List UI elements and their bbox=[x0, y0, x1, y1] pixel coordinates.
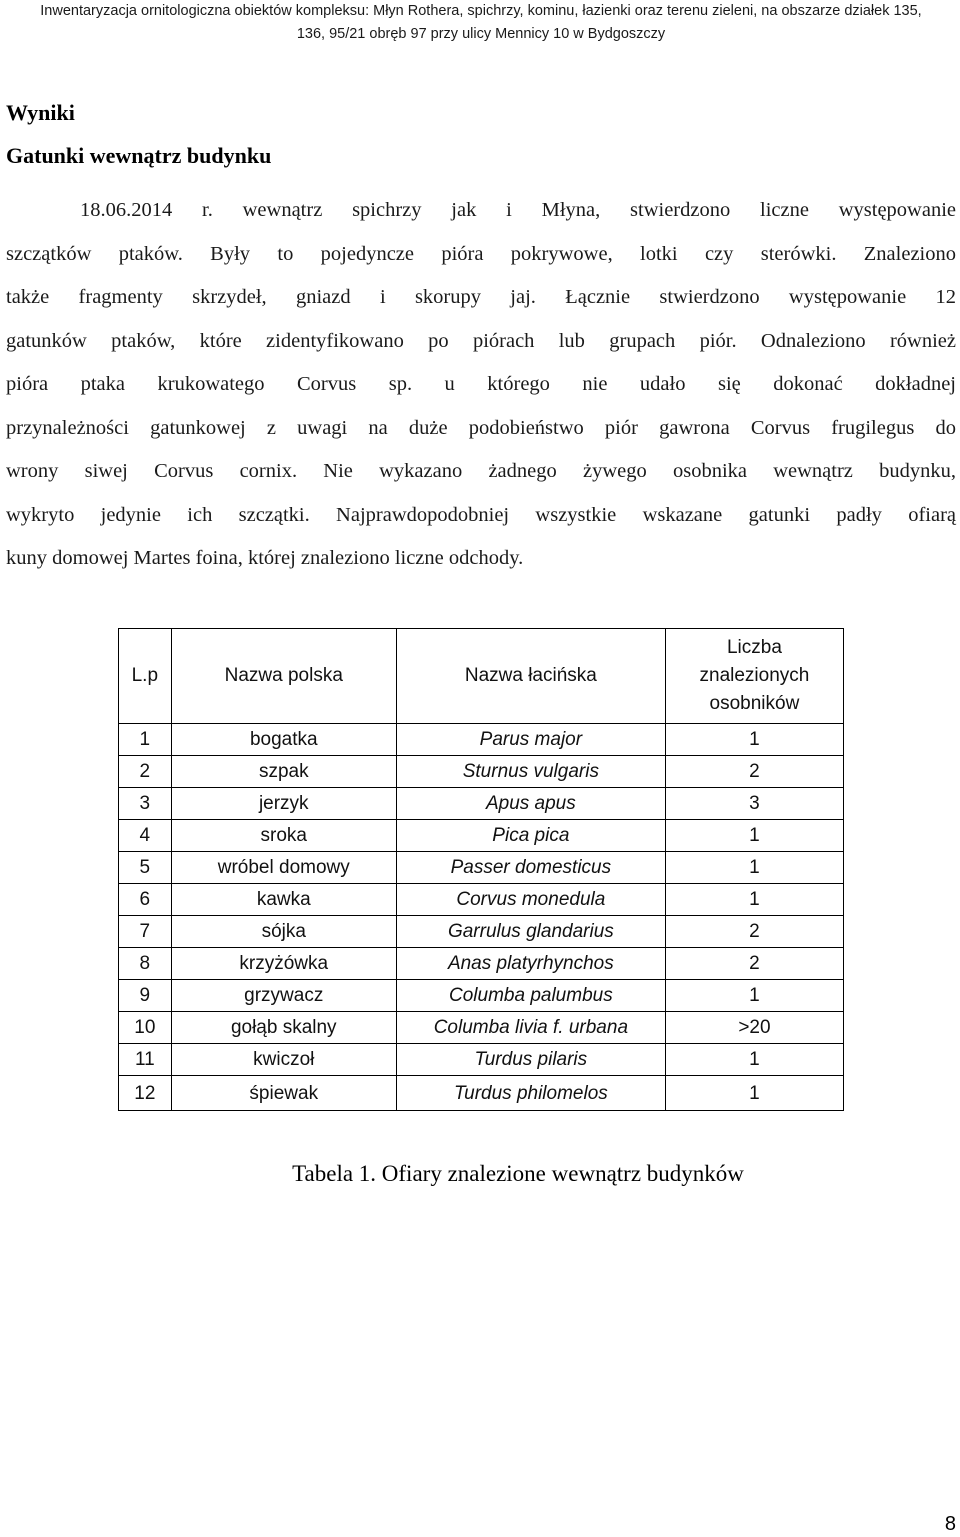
cell-lp: 12 bbox=[119, 1076, 172, 1111]
table-row bbox=[119, 1044, 844, 1076]
cell-lp: 6 bbox=[119, 884, 172, 916]
cell-count: 3 bbox=[665, 788, 843, 820]
cell-polish-name: grzywacz bbox=[171, 980, 396, 1012]
cell-polish-name: kawka bbox=[171, 884, 396, 916]
table-caption: Tabela 1. Ofiary znalezione wewnątrz budynków bbox=[292, 1161, 744, 1186]
header-count-line: Liczba bbox=[726, 637, 782, 658]
cell-lp: 1 bbox=[119, 724, 172, 756]
table-row bbox=[119, 1012, 844, 1044]
cell-lp: 3 bbox=[119, 788, 172, 820]
table-row bbox=[119, 852, 844, 884]
cell-lp: 10 bbox=[119, 1012, 172, 1044]
cell-polish-name: śpiewak bbox=[171, 1076, 396, 1111]
document-header bbox=[6, 0, 956, 46]
results-paragraph bbox=[6, 189, 956, 581]
cell-lp: 11 bbox=[119, 1044, 172, 1076]
cell-count: 1 bbox=[665, 1076, 843, 1111]
header-count-line: osobników bbox=[709, 693, 800, 714]
cell-polish-name: sójka bbox=[171, 916, 396, 948]
species-table bbox=[118, 628, 844, 1111]
cell-latin-name: Turdus philomelos bbox=[396, 1076, 665, 1111]
header-line-2: 136, 95/21 obręb 97 przy ulicy Mennicy 10 w Bydgoszczy bbox=[296, 26, 666, 42]
cell-latin-name: Sturnus vulgaris bbox=[396, 756, 665, 788]
cell-polish-name: gołąb skalny bbox=[171, 1012, 396, 1044]
paragraph-line: pióra ptaka krukowatego Corvus sp. u którego nie udało się dokonać dokładnej bbox=[6, 373, 956, 395]
cell-polish-name: kwiczoł bbox=[171, 1044, 396, 1076]
cell-lp: 8 bbox=[119, 948, 172, 980]
cell-count: >20 bbox=[665, 1012, 843, 1044]
cell-lp: 4 bbox=[119, 820, 172, 852]
cell-count: 1 bbox=[665, 724, 843, 756]
header-polish-name: Nazwa polska bbox=[171, 629, 396, 724]
paragraph-line: kuny domowej Martes foina, której znaleziono liczne odchody. bbox=[6, 547, 524, 569]
cell-polish-name: wróbel domowy bbox=[171, 852, 396, 884]
cell-polish-name: sroka bbox=[171, 820, 396, 852]
cell-count: 1 bbox=[665, 980, 843, 1012]
section-title: Wyniki bbox=[6, 100, 75, 125]
table-row bbox=[119, 788, 844, 820]
table-header-row bbox=[119, 629, 844, 724]
table-row bbox=[119, 916, 844, 948]
cell-count: 2 bbox=[665, 916, 843, 948]
cell-latin-name: Columba livia f. urbana bbox=[396, 1012, 665, 1044]
page-number: 8 bbox=[944, 1513, 956, 1535]
table-row bbox=[119, 948, 844, 980]
cell-count: 2 bbox=[665, 756, 843, 788]
paragraph-line: wykryto jedynie ich szczątki. Najprawdopodobniej wszystkie wskazane gatunki padły ofiarą bbox=[6, 503, 956, 526]
table-row bbox=[119, 884, 844, 916]
header-count-line: znalezionych bbox=[699, 665, 810, 686]
cell-count: 1 bbox=[665, 820, 843, 852]
section-subtitle: Gatunki wewnątrz budynku bbox=[6, 143, 272, 168]
cell-count: 1 bbox=[665, 884, 843, 916]
header-latin-name: Nazwa łacińska bbox=[396, 629, 665, 724]
cell-latin-name: Garrulus glandarius bbox=[396, 916, 665, 948]
table-row bbox=[119, 1076, 844, 1111]
header-lp: L.p bbox=[119, 629, 172, 724]
cell-polish-name: szpak bbox=[171, 756, 396, 788]
paragraph-line: szczątków ptaków. Były to pojedyncze pióra pokrywowe, lotki czy sterówki. Znaleziono bbox=[6, 242, 956, 265]
header-count bbox=[665, 629, 843, 724]
paragraph-line: 18.06.2014 r. wewnątrz spichrzy jak i Młyna, stwierdzono liczne występowanie bbox=[80, 199, 956, 221]
cell-polish-name: krzyżówka bbox=[171, 948, 396, 980]
table-row bbox=[119, 820, 844, 852]
cell-count: 1 bbox=[665, 852, 843, 884]
cell-count: 1 bbox=[665, 1044, 843, 1076]
paragraph-line: gatunków ptaków, które zidentyfikowano po piórach lub grupach piór. Odnaleziono również bbox=[6, 329, 956, 352]
paragraph-line: przynależności gatunkowej z uwagi na duże podobieństwo piór gawrona Corvus frugilegus do bbox=[6, 416, 956, 439]
cell-lp: 5 bbox=[119, 852, 172, 884]
cell-latin-name: Pica pica bbox=[396, 820, 665, 852]
paragraph-line: także fragmenty skrzydeł, gniazd i skorupy jaj. Łącznie stwierdzono występowanie 12 bbox=[6, 286, 956, 308]
cell-latin-name: Apus apus bbox=[396, 788, 665, 820]
cell-latin-name: Columba palumbus bbox=[396, 980, 665, 1012]
cell-polish-name: bogatka bbox=[171, 724, 396, 756]
cell-polish-name: jerzyk bbox=[171, 788, 396, 820]
cell-latin-name: Anas platyrhynchos bbox=[396, 948, 665, 980]
cell-latin-name: Passer domesticus bbox=[396, 852, 665, 884]
cell-lp: 9 bbox=[119, 980, 172, 1012]
cell-lp: 7 bbox=[119, 916, 172, 948]
table-row bbox=[119, 980, 844, 1012]
cell-latin-name: Turdus pilaris bbox=[396, 1044, 665, 1076]
cell-count: 2 bbox=[665, 948, 843, 980]
table-row bbox=[119, 724, 844, 756]
cell-latin-name: Parus major bbox=[396, 724, 665, 756]
header-line-1: Inwentaryzacja ornitologiczna obiektów kompleksu: Młyn Rothera, spichrzy, kominu, łazienki oraz terenu zieleni, na obszarze działek 135, bbox=[40, 3, 922, 19]
paragraph-line: wrony siwej Corvus cornix. Nie wykazano żadnego żywego osobnika wewnątrz budynku, bbox=[6, 460, 956, 482]
cell-latin-name: Corvus monedula bbox=[396, 884, 665, 916]
table-row bbox=[119, 756, 844, 788]
cell-lp: 2 bbox=[119, 756, 172, 788]
